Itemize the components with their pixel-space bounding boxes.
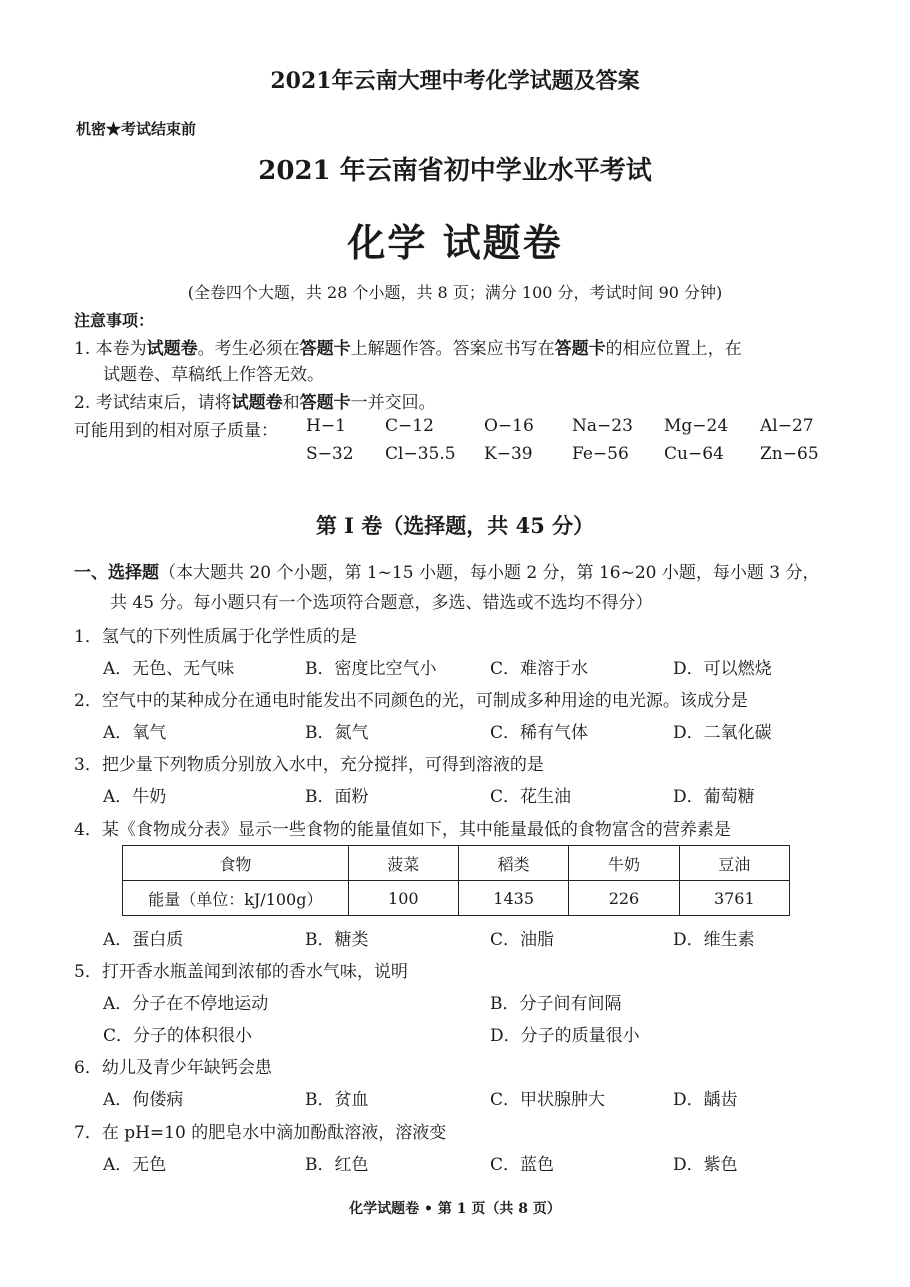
exam-name: 2021 年云南省初中学业水平考试 — [258, 156, 652, 186]
table-header-row — [123, 846, 790, 881]
atomic-mass-zn: Zn−65 — [760, 444, 819, 464]
atomic-mass-label: 可能用到的相对原子质量： — [74, 421, 278, 441]
question-3-option-d: D．葡萄糖 — [673, 787, 755, 807]
table-cell: 1435 — [458, 881, 568, 916]
question-5-option-a: A．分子在不停地运动 — [103, 994, 269, 1014]
atomic-mass-cl: Cl−35.5 — [385, 444, 456, 464]
atomic-mass-cu: Cu−64 — [664, 444, 724, 464]
question-2-option-a: A．氧气 — [103, 723, 167, 743]
question-1-stem: 1．氢气的下列性质属于化学性质的是 — [74, 627, 357, 647]
table-cell: 226 — [569, 881, 679, 916]
question-1-option-d: D．可以燃烧 — [673, 659, 772, 679]
atomic-mass-mg: Mg−24 — [664, 416, 729, 436]
table-header-cell: 稻类 — [458, 846, 568, 881]
question-7-stem: 7．在 pH=10 的肥皂水中滴加酚酞溶液，溶液变 — [74, 1123, 447, 1143]
question-4-option-a: A．蛋白质 — [103, 930, 184, 950]
question-7-option-d: D．紫色 — [673, 1155, 738, 1175]
question-7-option-c: C．蓝色 — [490, 1155, 555, 1175]
question-2-stem: 2．空气中的某种成分在通电时能发出不同颜色的光，可制成多种用途的电光源。该成分是 — [74, 691, 748, 711]
part1-instructions-cont: 共 45 分。每小题只有一个选项符合题意，多选、错选或不选均不得分） — [110, 593, 653, 613]
page-footer: 化学试题卷 • 第 1 页（共 8 页） — [349, 1201, 561, 1217]
secret-label: 机密★考试结束前 — [76, 120, 197, 138]
question-6-option-b: B．贫血 — [305, 1090, 369, 1110]
atomic-mass-k: K−39 — [484, 444, 533, 464]
question-3-stem: 3．把少量下列物质分别放入水中，充分搅拌，可得到溶液的是 — [74, 755, 544, 775]
table-header-cell: 菠菜 — [348, 846, 458, 881]
question-4-option-d: D．维生素 — [673, 930, 755, 950]
question-7-option-a: A．无色 — [103, 1155, 167, 1175]
question-1-option-c: C．难溶于水 — [490, 659, 589, 679]
question-4-option-c: C．油脂 — [490, 930, 555, 950]
question-3-option-b: B．面粉 — [305, 787, 369, 807]
question-6-stem: 6．幼儿及青少年缺钙会患 — [74, 1058, 272, 1078]
table-header-cell: 牛奶 — [569, 846, 679, 881]
question-1-option-a: A．无色、无气味 — [103, 659, 235, 679]
question-5-option-c: C．分子的体积很小 — [103, 1026, 253, 1046]
food-energy-table — [122, 845, 790, 916]
question-7-option-b: B．红色 — [305, 1155, 369, 1175]
atomic-mass-al: Al−27 — [760, 416, 814, 436]
question-5-stem: 5．打开香水瓶盖闻到浓郁的香水气味，说明 — [74, 962, 408, 982]
table-cell: 3761 — [679, 881, 789, 916]
question-5-option-d: D．分子的质量很小 — [490, 1026, 640, 1046]
question-2-option-d: D．二氧化碳 — [673, 723, 772, 743]
question-6-option-a: A．佝偻病 — [103, 1090, 184, 1110]
atomic-mass-c: C−12 — [385, 416, 434, 436]
table-header-cell: 食物 — [123, 846, 349, 881]
question-4-stem: 4．某《食物成分表》显示一些食物的能量值如下，其中能量最低的食物富含的营养素是 — [74, 820, 731, 840]
question-5-option-b: B．分子间有间隔 — [490, 994, 622, 1014]
table-row — [123, 881, 790, 916]
part1-instructions: 一、选择题（本大题共 20 个小题，第 1~15 小题，每小题 2 分，第 16~20 小题，每小题 3 分， — [74, 563, 820, 583]
atomic-mass-na: Na−23 — [572, 416, 633, 436]
table-row-label: 能量（单位：kJ/100g） — [123, 881, 349, 916]
notice-item-2: 2. 考试结束后，请将试题卷和答题卡一并交回。 — [74, 393, 436, 413]
atomic-mass-o: O−16 — [484, 416, 534, 436]
atomic-mass-h: H−1 — [306, 416, 346, 436]
table-cell: 100 — [348, 881, 458, 916]
section-title: 第 I 卷（选择题，共 45 分） — [315, 513, 595, 538]
document-title: 2021年云南大理中考化学试题及答案 — [270, 68, 640, 94]
question-3-option-c: C．花生油 — [490, 787, 572, 807]
notice-item-1: 1. 本卷为试题卷。考生必须在答题卡上解题作答。答案应书写在答题卡的相应位置上，在 — [74, 339, 742, 359]
question-1-option-b: B．密度比空气小 — [305, 659, 437, 679]
question-4-option-b: B．糖类 — [305, 930, 369, 950]
notice-item-1-cont: 试题卷、草稿纸上作答无效。 — [103, 365, 324, 385]
question-6-option-c: C．甲状腺肿大 — [490, 1090, 606, 1110]
atomic-mass-fe: Fe−56 — [572, 444, 629, 464]
atomic-mass-s: S−32 — [306, 444, 354, 464]
question-3-option-a: A．牛奶 — [103, 787, 167, 807]
question-2-option-b: B．氮气 — [305, 723, 369, 743]
table-header-cell: 豆油 — [679, 846, 789, 881]
question-2-option-c: C．稀有气体 — [490, 723, 589, 743]
notice-heading: 注意事项： — [74, 311, 155, 330]
subject-title: 化学 试题卷 — [347, 220, 563, 265]
question-6-option-d: D．龋齿 — [673, 1090, 738, 1110]
exam-info: (全卷四个大题，共 28 个小题，共 8 页；满分 100 分，考试时间 90 分钟) — [187, 283, 723, 302]
